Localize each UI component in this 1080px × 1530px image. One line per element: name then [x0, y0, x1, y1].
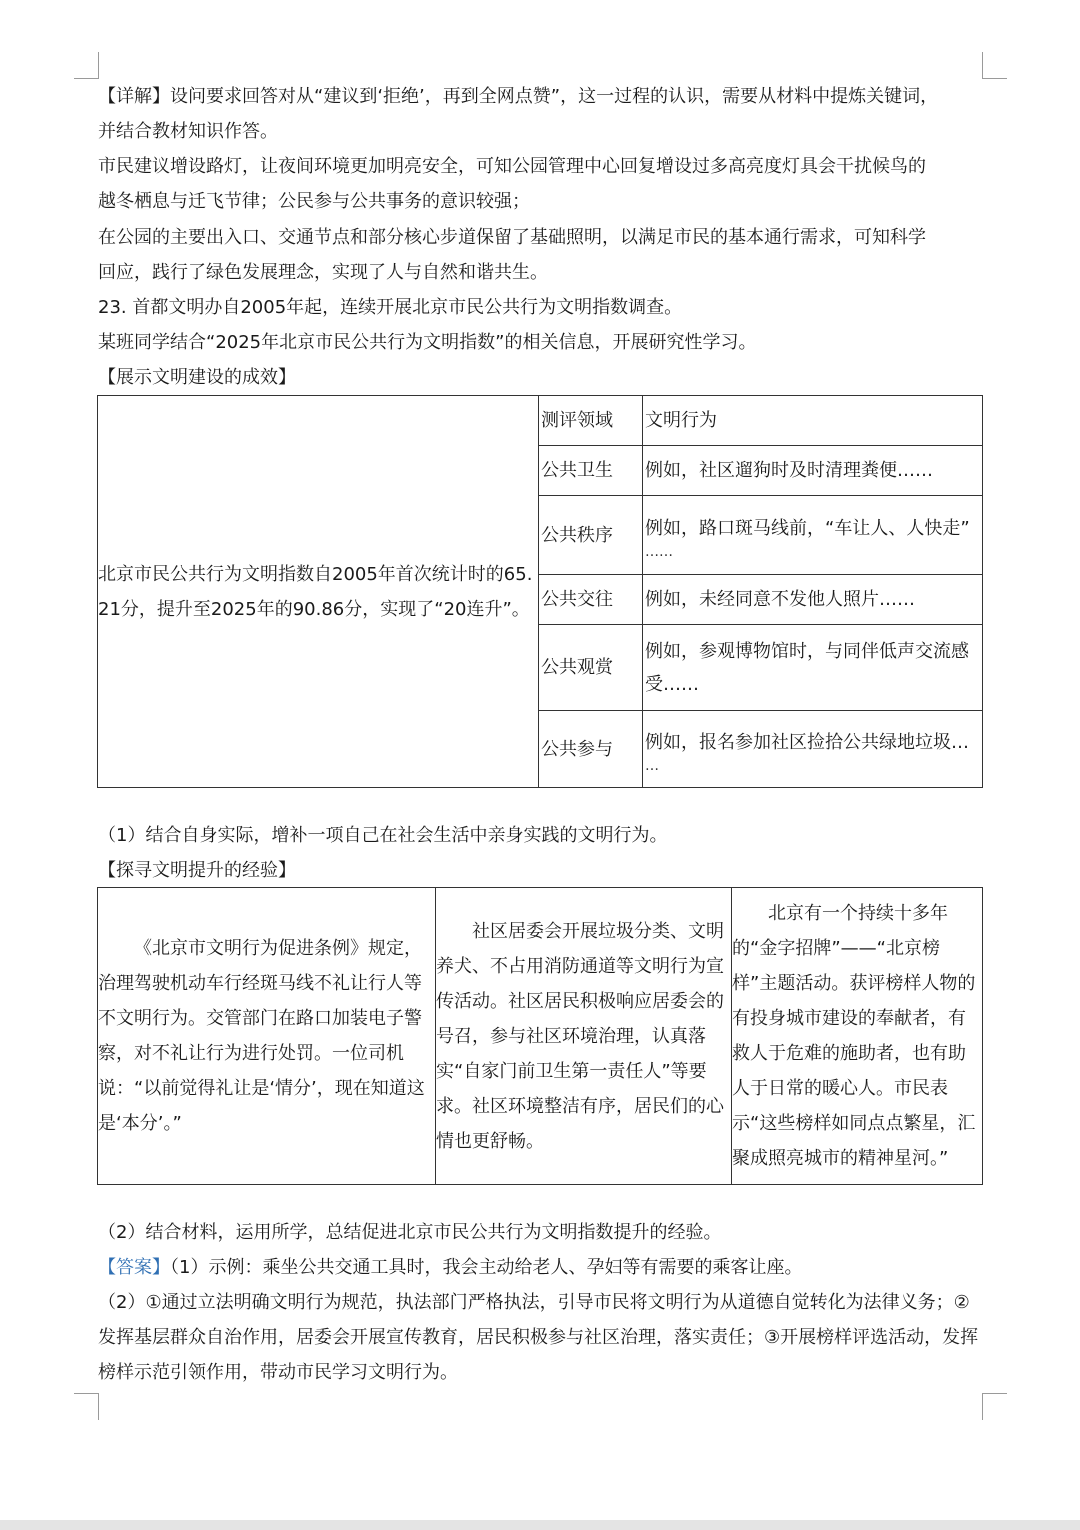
- material-cell: [732, 888, 983, 1185]
- field-cell: 公共秩序: [539, 496, 643, 575]
- page-corner-mark: [982, 52, 1007, 79]
- header-field: 测评领域: [539, 396, 643, 446]
- field-cell: 公共观赏: [539, 625, 643, 711]
- field-cell: 公共参与: [539, 711, 643, 788]
- behavior-cell: [643, 496, 983, 575]
- behavior-cell: [643, 711, 983, 788]
- section-heading: 【展示文明建设的成效】: [98, 367, 296, 388]
- behavior-ellipsis: …: [645, 757, 659, 774]
- behavior-cell: 例如，社区遛狗时及时清理粪便……: [643, 446, 983, 496]
- civility-achievement-table: [97, 395, 983, 788]
- field-cell: 公共交往: [539, 575, 643, 625]
- material-cell: [98, 888, 436, 1185]
- section-heading: 【探寻文明提升的经验】: [98, 860, 296, 881]
- question-2: （2）结合材料，运用所学，总结促进北京市民公共行为文明指数提升的经验。: [98, 1222, 722, 1243]
- question-1: （1）结合自身实际，增补一项自己在社会生活中亲身实践的文明行为。: [98, 825, 668, 846]
- page-corner-mark: [74, 1393, 99, 1420]
- index-summary-text: 北京市民公共行为文明指数自2005年首次统计时的65.21分，提升至2025年的90.86分，实现了“20连升”。: [98, 563, 533, 620]
- paragraph-explanation: 回应，践行了绿色发展理念，实现了人与自然和谐共生。: [98, 262, 548, 283]
- answer-2: （2）①通过立法明确文明行为规范，执法部门严格执法，引导市民将文明行为从道德自觉转化为法律义务；②发挥基层群众自治作用，居委会开展宣传教育，居民积极参与社区治理，落实责任；③开展榜样评选活动，发挥榜样示范引领作用，带动市民学习文明行为。: [98, 1292, 979, 1383]
- behavior-cell: 例如，未经同意不发他人照片……: [643, 575, 983, 625]
- behavior-text: 例如，路口斑马线前，“车让人、人快走”: [645, 517, 970, 539]
- index-summary-cell: [98, 396, 539, 788]
- paragraph-explanation: 在公园的主要出入口、交通节点和部分核心步道保留了基础照明，以满足市民的基本通行需求，可知科学: [98, 227, 926, 248]
- paragraph-explanation: 市民建议增设路灯，让夜间环境更加明亮安全，可知公园管理中心回复增设过多高亮度灯具会干扰候鸟的: [98, 156, 926, 177]
- page-corner-mark: [982, 1393, 1007, 1420]
- answer-tag: 【答案】: [98, 1257, 170, 1278]
- page-corner-mark: [74, 52, 99, 79]
- material-cell: [436, 888, 732, 1185]
- viewer-bottom-bar: [0, 1520, 1080, 1530]
- question-23-context: 某班同学结合“2025年北京市民公共行为文明指数”的相关信息，开展研究性学习。: [98, 332, 757, 353]
- paragraph-explanation: 【详解】设问要求回答对从“建议到‘拒绝’，再到全网点赞”，这一过程的认识，需要从材料中提炼关键词，: [98, 86, 939, 107]
- header-behavior: 文明行为: [643, 396, 983, 446]
- material-law-text: 《北京市文明行为促进条例》规定，治理驾驶机动车行经斑马线不礼让行人等不文明行为。交管部门在路口加装电子警察，对不礼让行为进行处罚。一位司机说：“以前觉得礼让是‘情分’，现在知道这是‘本分’。”: [98, 938, 425, 1134]
- experience-materials-table: [97, 887, 983, 1185]
- material-role-model-text: 北京有一个持续十多年的“金字招牌”——“北京榜样”主题活动。获评榜样人物的有投身城市建设的奉献者，有救人于危难的施助者，也有助人于日常的暖心人。市民表示“这些榜样如同点点繁星，汇聚成照亮城市的精神星河。”: [732, 903, 976, 1169]
- paragraph-explanation: 并结合教材知识作答。: [98, 121, 278, 142]
- behavior-text: 例如，报名参加社区捡拾公共绿地垃圾…: [645, 731, 969, 753]
- answer-1: [98, 1250, 984, 1285]
- answer-1-text: （1）示例：乘坐公共交通工具时，我会主动给老人、孕妇等有需要的乘客让座。: [170, 1257, 803, 1278]
- behavior-cell: 例如，参观博物馆时，与同伴低声交流感受……: [643, 625, 983, 711]
- field-cell: 公共卫生: [539, 446, 643, 496]
- paragraph-explanation: 越冬栖息与迁飞节律；公民参与公共事务的意识较强；: [98, 191, 530, 212]
- material-community-text: 社区居委会开展垃圾分类、文明养犬、不占用消防通道等文明行为宣传活动。社区居民积极响应居委会的号召，参与社区环境治理，认真落实“自家门前卫生第一责任人”等要求。社区环境整洁有序，居民们的心情也更舒畅。: [436, 920, 724, 1152]
- question-23-intro: 23. 首都文明办自2005年起，连续开展北京市民公共行为文明指数调查。: [98, 297, 683, 318]
- behavior-ellipsis: ……: [645, 543, 673, 560]
